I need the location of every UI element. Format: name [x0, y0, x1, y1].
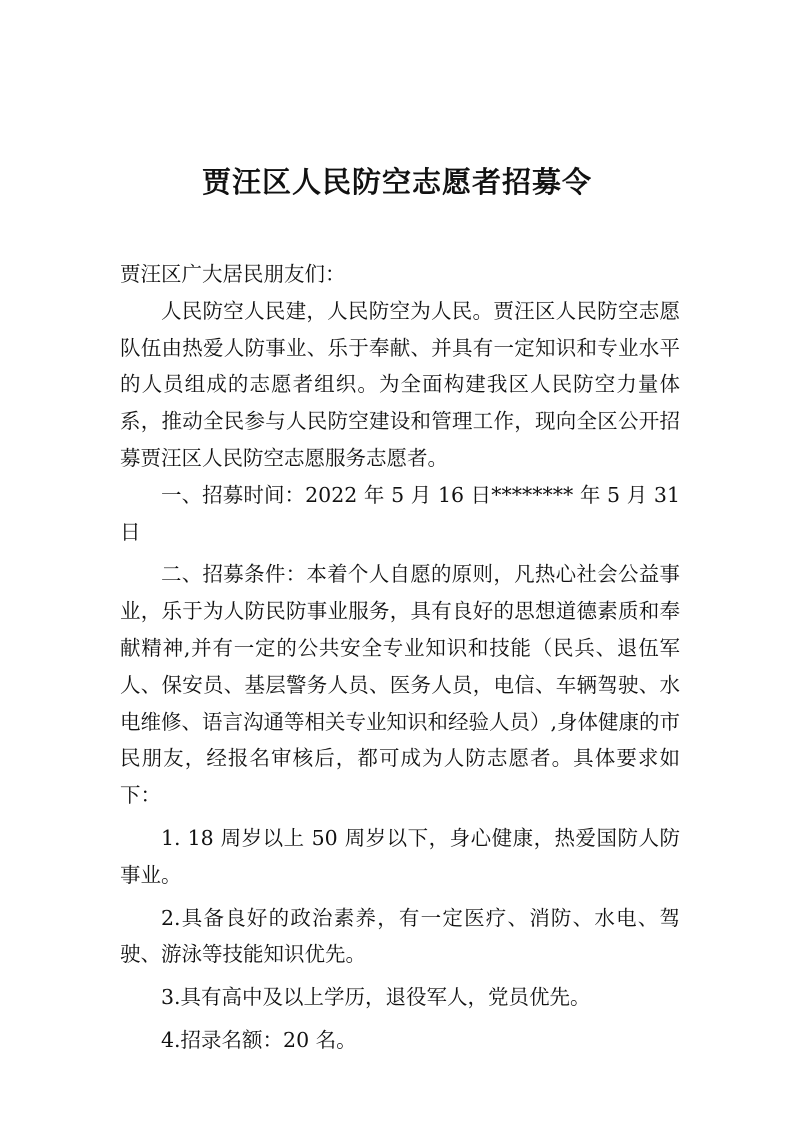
requirement-item-2: 2.具备良好的政治素养，有一定医疗、消防、水电、驾驶、游泳等技能知识优先。	[120, 905, 680, 967]
recruitment-conditions-section: 二、招募条件：本着个人自愿的原则，凡热心社会公益事业，乐于为人防民防事业服务，具有良好的思想道德素质和奉献精神,并有一定的公共安全专业知识和技能（民兵、退伍军人、保安员、基层警务人员、医务人员，电信、车辆驾驶、水电维修、语言沟通等相关专业知识和经验人员）,身体健康的市民朋友，经报名审核后，都可成为人防志愿者。具体要求如下：	[120, 562, 681, 808]
document-title: 贾汪区人民防空志愿者招募令	[201, 165, 592, 199]
salutation: 贾汪区广大居民朋友们：	[120, 262, 346, 286]
requirement-item-4: 4.招录名额：20 名。	[161, 1027, 357, 1052]
requirement-item-3: 3.具有高中及以上学历，退役军人，党员优先。	[161, 985, 591, 1010]
recruitment-time-section: 一、招募时间：2022 年 5 月 16 日******** 年 5 月 31 日	[120, 482, 680, 544]
requirement-item-1: 1. 18 周岁以上 50 周岁以下，身心健康，热爱国防人防事业。	[120, 825, 680, 887]
intro-paragraph: 人民防空人民建，人民防空为人民。贾汪区人民防空志愿队伍由热爱人防事业、乐于奉献、并具有一定知识和专业水平的人员组成的志愿者组织。为全面构建我区人民防空力量体系，推动全民参与人民防空建设和管理工作，现向全区公开招募贾汪区人民防空志愿服务志愿者。	[120, 298, 680, 470]
document-body	[120, 256, 680, 1059]
